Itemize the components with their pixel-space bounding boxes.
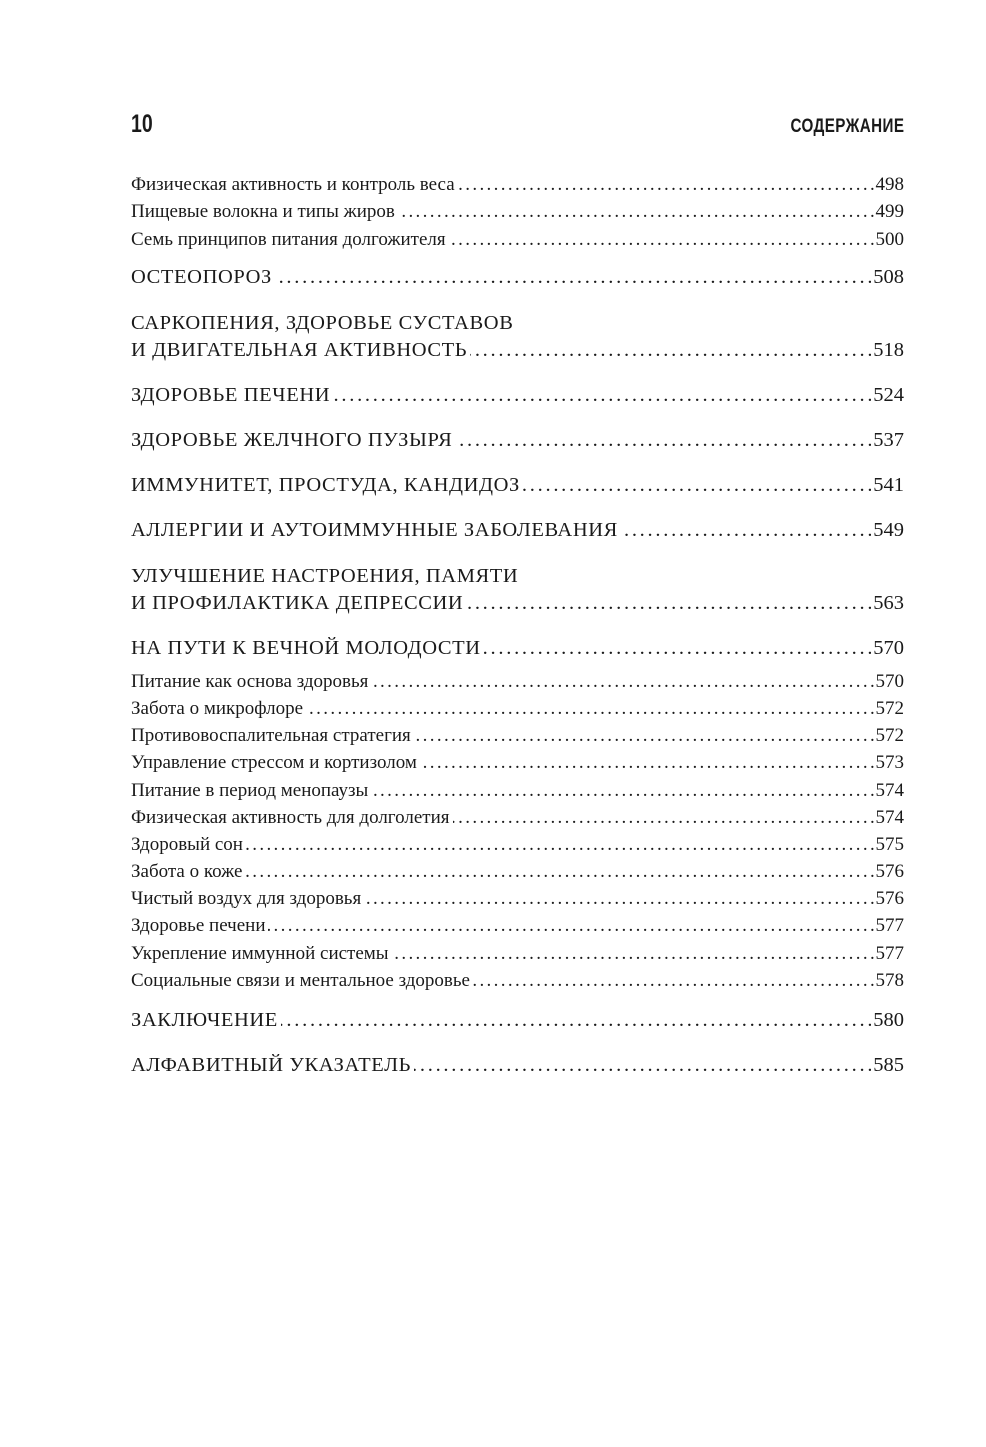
toc-chapter[interactable] — [131, 1009, 904, 1032]
toc-entry-page: 576 — [875, 861, 904, 882]
toc-chapter-page: 570 — [873, 637, 904, 659]
dot-leader — [458, 174, 874, 196]
dot-leader — [523, 474, 871, 497]
toc-chapter-title: НА ПУТИ К ВЕЧНОЙ МОЛОДОСТИ — [131, 637, 481, 659]
dot-leader — [470, 339, 871, 362]
toc-entry[interactable] — [131, 970, 904, 992]
toc-entry[interactable] — [131, 834, 904, 856]
toc-entry-title: Забота о микрофлоре — [131, 698, 304, 719]
dot-leader — [414, 725, 874, 747]
dot-leader — [268, 915, 873, 937]
toc-chapter-page: 541 — [873, 474, 904, 496]
toc-chapter-page: 585 — [873, 1054, 904, 1076]
toc-entry-title: Физическая активность и контроль веса — [131, 174, 455, 195]
running-head-title: СОДЕРЖАНИЕ — [790, 116, 904, 137]
toc-chapter-title-line1: САРКОПЕНИЯ, ЗДОРОВЬЕ СУСТАВОВ — [131, 312, 514, 334]
toc-chapter-title: И ДВИГАТЕЛЬНАЯ АКТИВНОСТЬ — [131, 339, 468, 361]
toc-chapter[interactable] — [131, 1054, 904, 1077]
toc-entry-page: 575 — [875, 834, 904, 855]
toc-entry-page: 574 — [875, 780, 904, 801]
dot-leader — [473, 970, 874, 992]
dot-leader — [455, 429, 871, 452]
toc-chapter-page: 518 — [873, 339, 904, 361]
toc-chapter-title: И ПРОФИЛАКТИКА ДЕПРЕССИИ — [131, 592, 464, 614]
toc-chapter-page: 537 — [873, 429, 904, 451]
dot-leader — [398, 201, 874, 223]
dot-leader — [449, 229, 874, 251]
toc-entry-title: Забота о коже — [131, 861, 243, 882]
toc-entry-page: 573 — [875, 752, 904, 773]
toc-entry[interactable] — [131, 725, 904, 747]
toc-entry[interactable] — [131, 807, 904, 829]
toc-chapter-title: ЗАКЛЮЧЕНИЕ — [131, 1009, 278, 1031]
toc-entry-page: 572 — [875, 698, 904, 719]
toc-entry-page: 498 — [875, 174, 904, 195]
dot-leader — [453, 807, 874, 829]
dot-leader — [420, 752, 874, 774]
dot-leader — [281, 1009, 871, 1032]
dot-leader — [245, 861, 873, 883]
toc-entry-page: 578 — [875, 970, 904, 991]
toc-chapter[interactable] — [131, 474, 904, 497]
toc-chapter-title: АЛЛЕРГИИ И АУТОИММУННЫЕ ЗАБОЛЕВАНИЯ — [131, 519, 618, 541]
toc-entry[interactable] — [131, 943, 904, 965]
toc-entry[interactable] — [131, 671, 904, 693]
dot-leader — [275, 266, 871, 289]
toc-entry[interactable] — [131, 201, 904, 223]
dot-leader — [484, 637, 872, 660]
toc-chapter[interactable] — [131, 592, 904, 615]
dot-leader — [246, 834, 874, 856]
toc-entry-page: 572 — [875, 725, 904, 746]
toc-entry[interactable] — [131, 915, 904, 937]
toc-entry-title: Управление стрессом и кортизолом — [131, 752, 417, 773]
toc-entry-title: Питание как основа здоровья — [131, 671, 369, 692]
toc-entry-title: Здоровый сон — [131, 834, 243, 855]
toc-entry-title: Укрепление иммунной системы — [131, 943, 389, 964]
toc-chapter-title: ОСТЕОПОРОЗ — [131, 266, 272, 288]
toc-entry[interactable] — [131, 752, 904, 774]
toc-entry[interactable] — [131, 888, 904, 910]
toc-entry[interactable] — [131, 861, 904, 883]
toc-entry-title: Семь принципов питания долгожителя — [131, 229, 446, 250]
toc-entry-page: 499 — [875, 201, 904, 222]
toc-entry-title: Здоровье печени — [131, 915, 266, 936]
toc-chapter[interactable] — [131, 384, 904, 407]
toc-entry-title: Противовоспалительная стратегия — [131, 725, 411, 746]
toc-entry[interactable] — [131, 174, 904, 196]
dot-leader — [333, 384, 871, 407]
toc-chapter-page: 549 — [873, 519, 904, 541]
dot-leader — [621, 519, 871, 542]
page-number: 10 — [131, 110, 153, 138]
toc-chapter-page: 508 — [873, 266, 904, 288]
toc-entry-page: 500 — [875, 229, 904, 250]
toc-chapter[interactable] — [131, 339, 904, 362]
toc-chapter-page: 524 — [873, 384, 904, 406]
toc-chapter[interactable] — [131, 637, 904, 660]
toc-entry-title: Питание в период менопаузы — [131, 780, 369, 801]
toc-chapter[interactable] — [131, 519, 904, 542]
toc-chapter-title: ИММУНИТЕТ, ПРОСТУДА, КАНДИДОЗ — [131, 474, 520, 496]
toc-chapter[interactable] — [131, 429, 904, 452]
toc-chapter[interactable] — [131, 266, 904, 289]
toc-entry-title: Социальные связи и ментальное здоровье — [131, 970, 470, 991]
toc-chapter-page: 563 — [873, 592, 904, 614]
toc-chapter-page: 580 — [873, 1009, 904, 1031]
dot-leader — [371, 780, 873, 802]
dot-leader — [371, 671, 873, 693]
toc-entry-title: Пищевые волокна и типы жиров — [131, 201, 395, 222]
toc-entry-page: 570 — [875, 671, 904, 692]
dot-leader — [392, 943, 874, 965]
toc-entry-title: Физическая активность для долголетия — [131, 807, 450, 828]
dot-leader — [414, 1054, 871, 1077]
toc-chapter-title: ЗДОРОВЬЕ ЖЕЛЧНОГО ПУЗЫРЯ — [131, 429, 453, 451]
dot-leader — [364, 888, 873, 910]
toc-entry-page: 577 — [875, 915, 904, 936]
toc-entry-page: 577 — [875, 943, 904, 964]
toc-entry[interactable] — [131, 698, 904, 720]
toc-chapter-title-line1: УЛУЧШЕНИЕ НАСТРОЕНИЯ, ПАМЯТИ — [131, 565, 519, 587]
toc-entry-page: 576 — [875, 888, 904, 909]
toc-entry-page: 574 — [875, 807, 904, 828]
toc-entry-title: Чистый воздух для здоровья — [131, 888, 362, 909]
toc-chapter-title: ЗДОРОВЬЕ ПЕЧЕНИ — [131, 384, 331, 406]
dot-leader — [466, 592, 871, 615]
dot-leader — [306, 698, 873, 720]
toc-chapter-title: АЛФАВИТНЫЙ УКАЗАТЕЛЬ — [131, 1054, 411, 1076]
toc-entry[interactable] — [131, 229, 904, 251]
toc-entry[interactable] — [131, 780, 904, 802]
